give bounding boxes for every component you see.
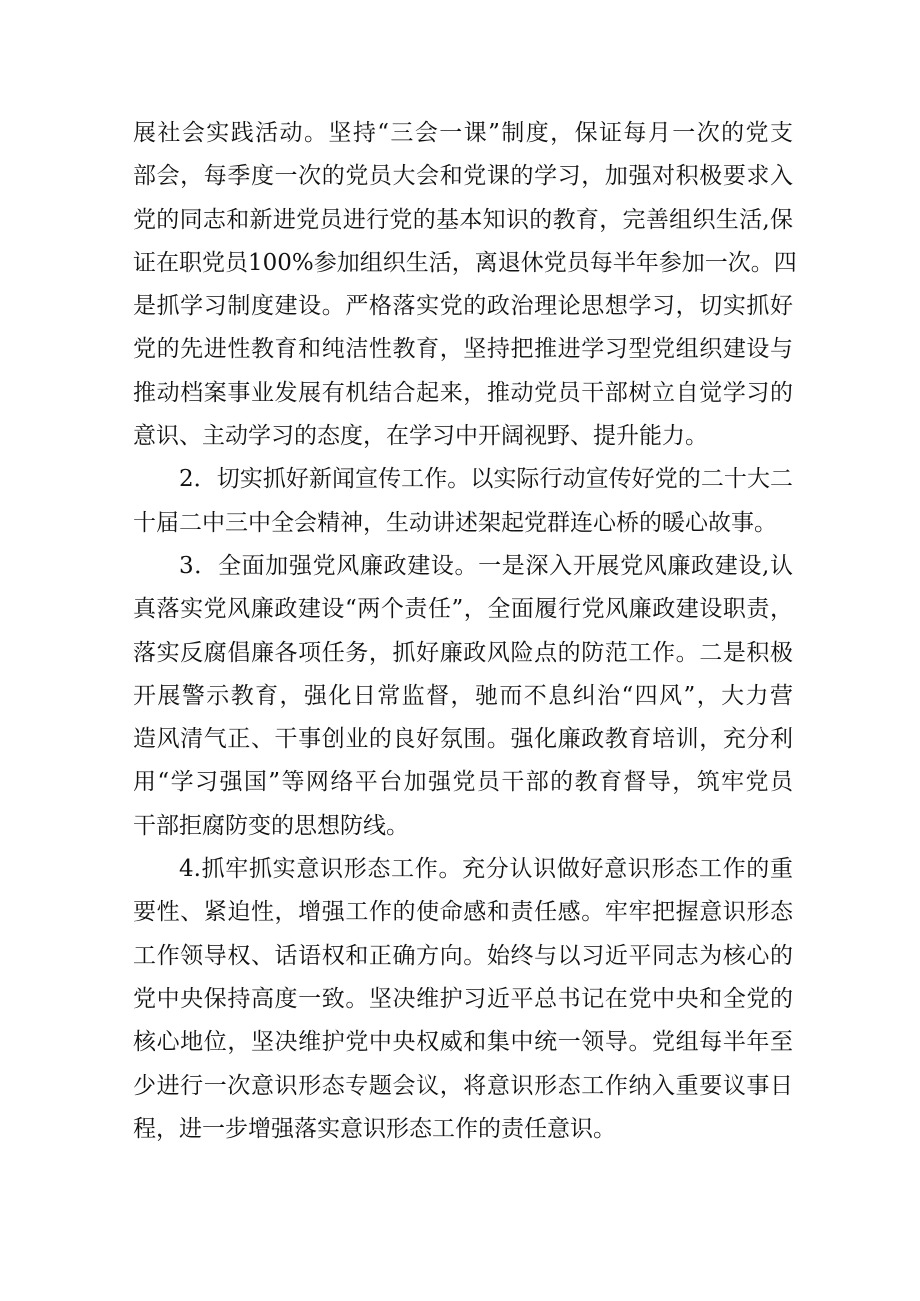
text-line: 是抓学习制度建设。严格落实党的政治理论思想学习，切实抓好 (133, 293, 793, 320)
text-line: 要性、紧迫性，增强工作的使命感和责任感。牢牢把握意识形态 (133, 899, 793, 926)
text-line: 落实反腐倡廉各项任务，抓好廉政风险点的防范工作。二是积极 (133, 639, 793, 666)
text-line: 2．切实抓好新闻宣传工作。以实际行动宣传好党的二十大二 (179, 466, 793, 493)
text-line: 展社会实践活动。坚持“三会一课”制度，保证每月一次的党支 (133, 120, 793, 146)
text-line: 开展警示教育，强化日常监督，驰而不息纠治“四风”，大力营 (133, 682, 793, 709)
text-line: 工作领导权、话语权和正确方向。始终与以习近平同志为核心的 (133, 942, 793, 969)
text-line: 党的先进性教育和纯洁性教育，坚持把推进学习型党组织建设与 (133, 336, 793, 363)
document-body (133, 112, 797, 1151)
text-line: 部会，每季度一次的党员大会和党课的学习，加强对积极要求入 (133, 163, 793, 190)
text-line: 党中央保持高度一致。坚决维护习近平总书记在党中央和全党的 (133, 985, 793, 1012)
text-line: 意识、主动学习的态度，在学习中开阔视野、提升能力。 (133, 423, 708, 450)
text-line: 党的同志和新进党员进行党的基本知识的教育，完善组织生活,保 (133, 206, 793, 233)
paragraph-item-3-integrity-building (133, 545, 793, 848)
paragraph-practice-activities (133, 112, 797, 458)
text-line: 少进行一次意识形态专题会议，将意识形态工作纳入重要议事日 (133, 1072, 793, 1099)
text-line: 用“学习强国”等网络平台加强党员干部的教育督导，筑牢党员 (133, 769, 793, 796)
text-line: 核心地位，坚决维护党中央权威和集中统一领导。党组每半年至 (133, 1029, 793, 1056)
text-line: 推动档案事业发展有机结合起来，推动党员干部树立自觉学习的 (133, 379, 793, 406)
text-line: 真落实党风廉政建设“两个责任”，全面履行党风廉政建设职责， (133, 596, 793, 623)
text-line: 程，进一步增强落实意识形态工作的责任意识。 (133, 1115, 616, 1142)
text-line: 证在职党员100%参加组织生活，离退休党员每半年参加一次。四 (133, 249, 797, 276)
text-line: 造风清气正、干事创业的良好氛围。强化廉政教育培训，充分利 (133, 726, 793, 753)
paragraph-item-2-news-publicity (133, 458, 793, 545)
text-line: 4.抓牢抓实意识形态工作。充分认识做好意识形态工作的重 (179, 856, 793, 883)
text-line: 十届二中三中全会精神，生动讲述架起党群连心桥的暖心故事。 (133, 509, 777, 536)
text-line: 干部拒腐防变的思想防线。 (133, 812, 409, 839)
paragraph-item-4-ideology-work (133, 848, 793, 1151)
text-line: 3．全面加强党风廉政建设。一是深入开展党风廉政建设,认 (179, 552, 793, 579)
